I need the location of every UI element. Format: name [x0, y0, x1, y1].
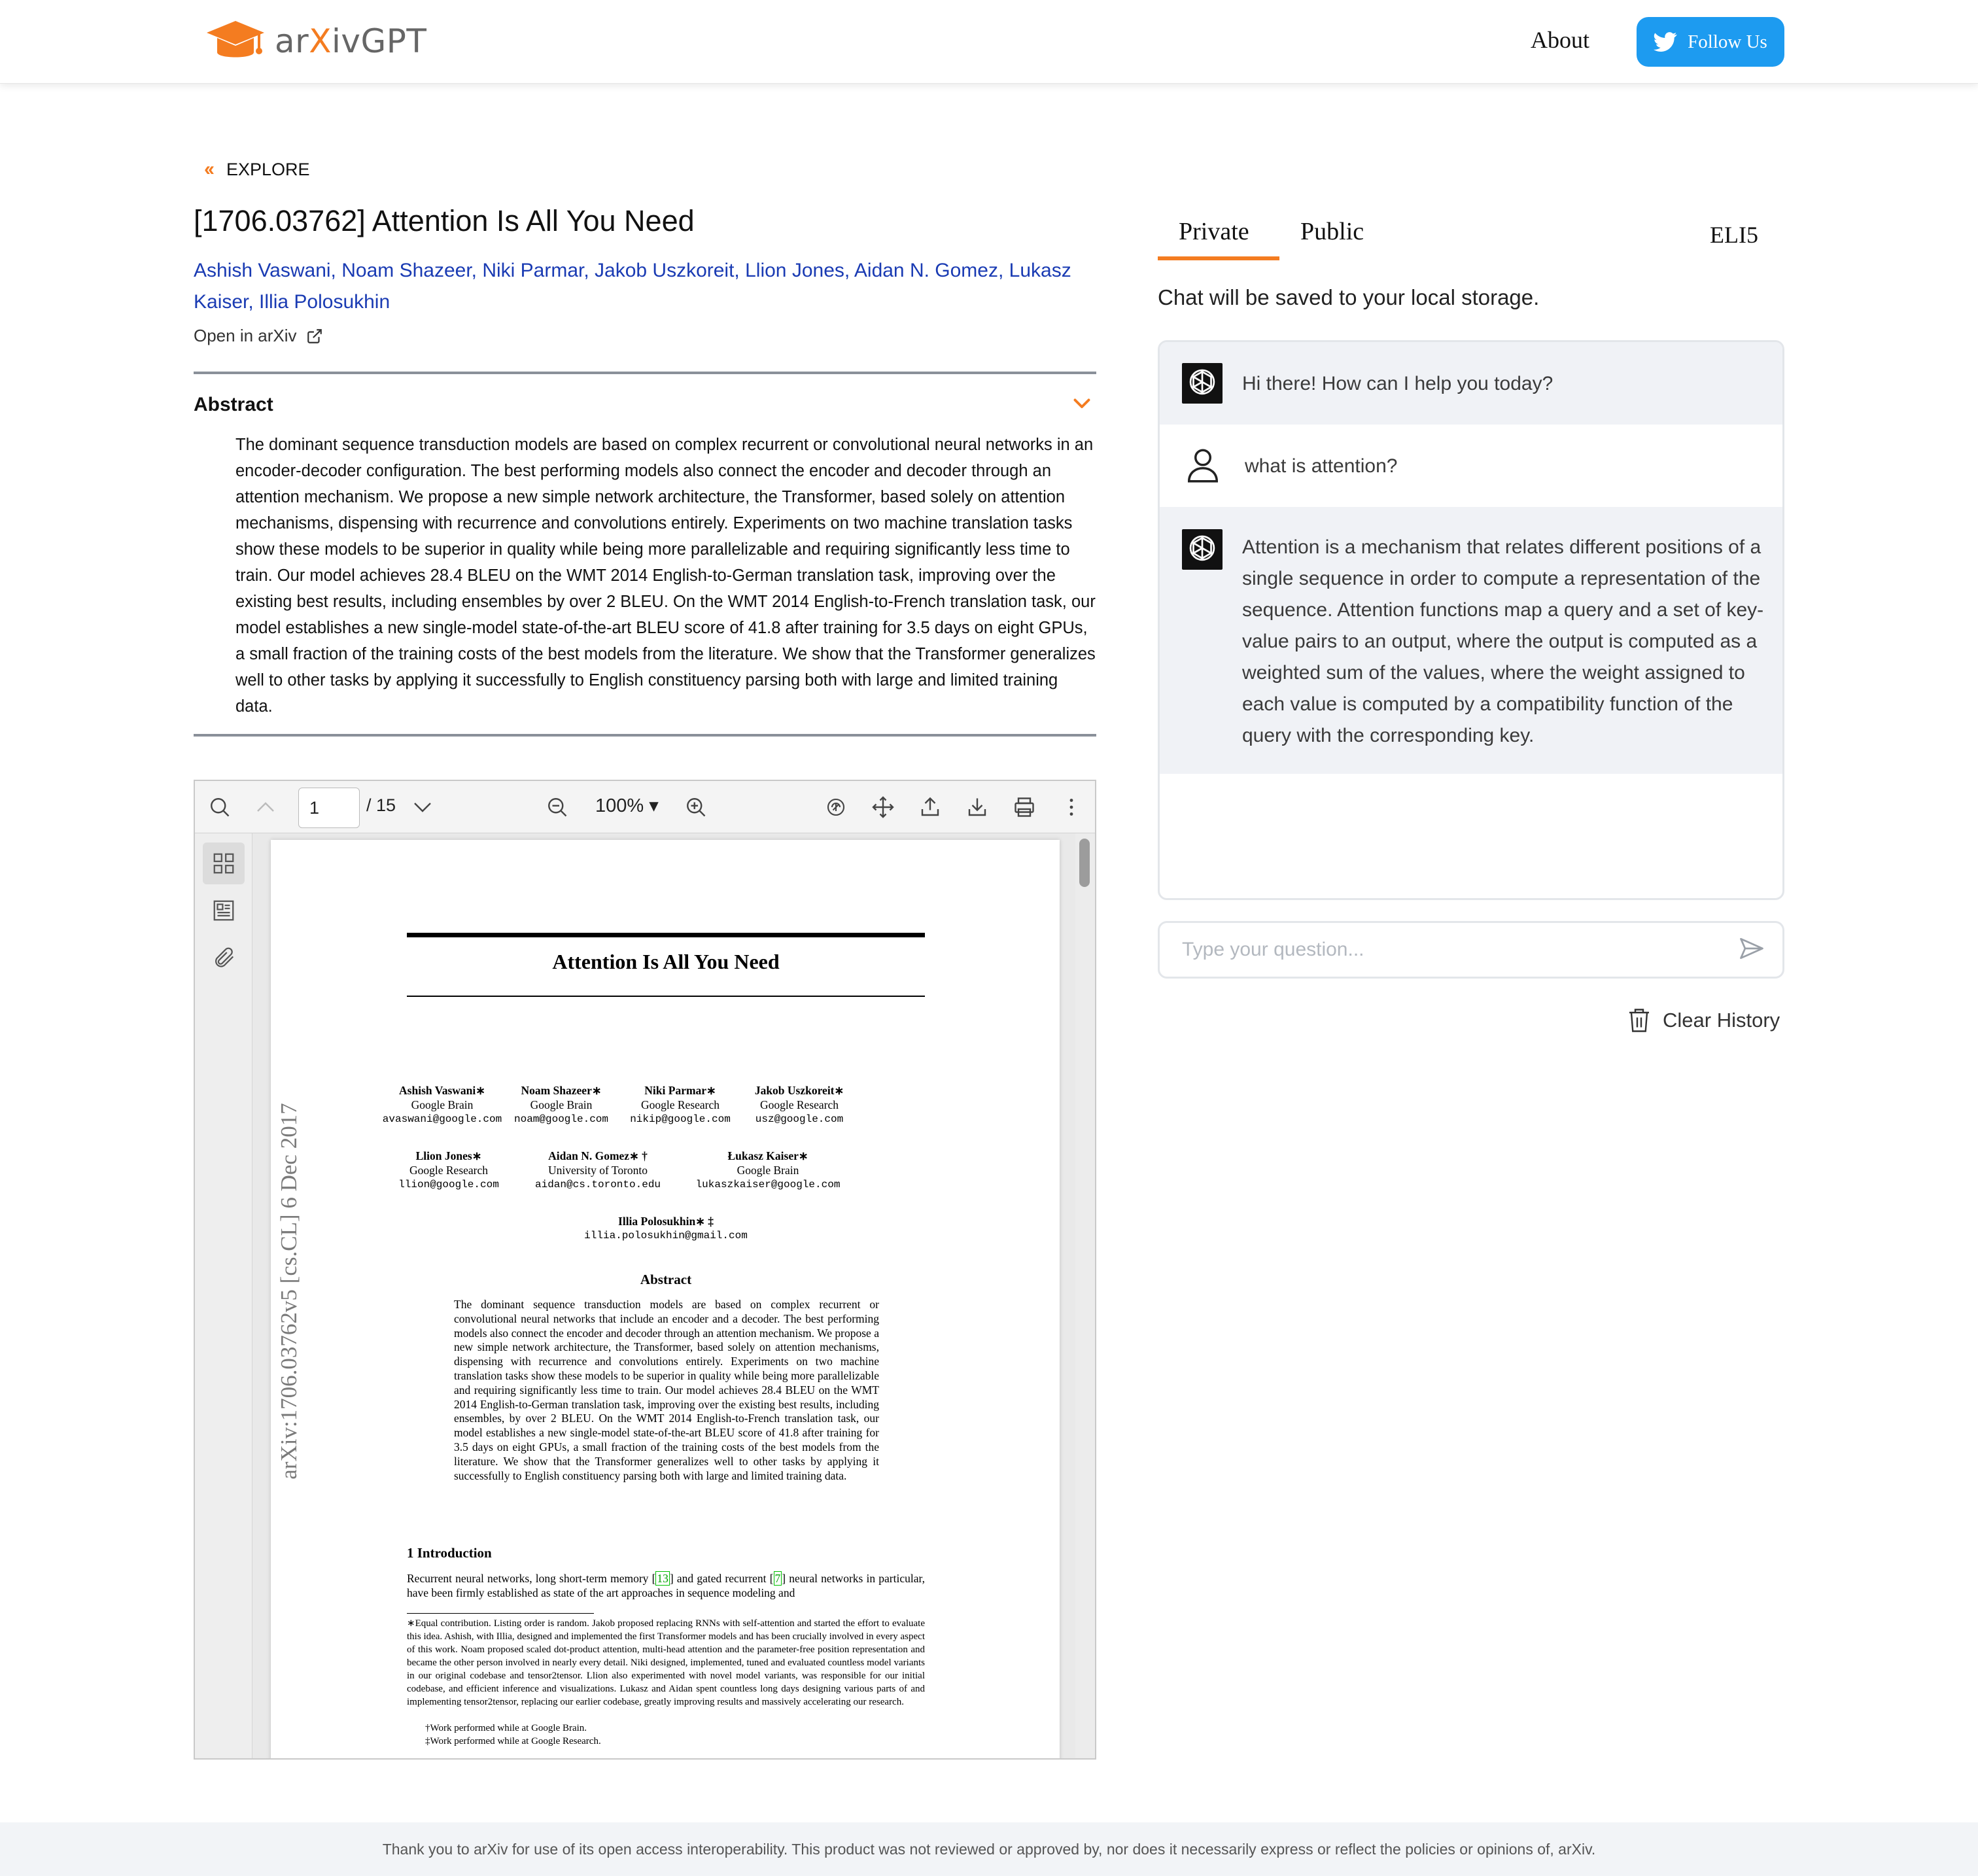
- pdf-author-block: Noam Shazeer∗ Google Brain noam@google.com: [513, 1084, 609, 1125]
- next-page-icon[interactable]: [409, 794, 436, 820]
- divider: [194, 372, 1096, 374]
- storage-note: Chat will be saved to your local storage.: [1158, 285, 1540, 309]
- site-footer: [0, 1822, 1978, 1876]
- open-in-arxiv-link[interactable]: [194, 326, 323, 346]
- question-input[interactable]: [1158, 921, 1784, 979]
- more-options-icon[interactable]: [1058, 794, 1084, 820]
- abstract-text: The dominant sequence transduction models are based on complex recurrent or convolutional neural networks in an encoder-decoder configuration. The best performing models also connect the encoder and decoder through an attention mechanism. We propose a new simple network architecture, the Transformer, based solely on attention mechanisms, dispensing with recurrence and convolutions entirely. Experiments on two machine translation tasks show these models to be superior in quality while being more parallelizable and requiring significantly less time to train. Our model achieves 28.4 BLEU on the WMT 2014 English-to-German translation task, improving over the existing best results, including ensembles by over 2 BLEU. On the WMT 2014 English-to-French translation task, our model establishes a new single-model state-of-the-art BLEU score of 41.8 after training for 3.5 days on eight GPUs, a small fraction of the training costs of the best models from the literature. We show that the Transformer generalizes well to other tasks by applying it successfully to English constituency parsing both with large and limited training data.: [235, 436, 1096, 716]
- pdf-intro-text: Recurrent neural networks, long short-term memory [ 13 ] and gated recurrent [ 7 ] neural networks in particular, have been firmly established as state of the art approaches in sequence modeling and: [407, 1572, 925, 1599]
- abstract-heading: Abstract: [194, 394, 273, 415]
- pdf-author-block: Illia Polosukhin∗ ‡ illia.polosukhin@gmail.com: [584, 1215, 748, 1242]
- zoom-out-icon[interactable]: [544, 794, 570, 820]
- chat-message-text: what is attention?: [1245, 455, 1398, 477]
- clear-history-button[interactable]: [1627, 1007, 1780, 1034]
- user-icon: [1183, 445, 1223, 486]
- pan-move-icon[interactable]: [870, 794, 896, 820]
- trash-icon: [1627, 1007, 1651, 1034]
- pdf-abstract-heading: Abstract: [640, 1272, 692, 1287]
- open-in-arxiv-label: Open in arXiv: [194, 326, 297, 345]
- caret-down-icon: ▾: [649, 795, 659, 816]
- pdf-footnote: ‡Work performed while at Google Research.: [425, 1736, 601, 1746]
- paper-authors[interactable]: Ashish Vaswani, Noam Shazeer, Niki Parmar, Jakob Uszkoreit, Llion Jones, Aidan N. Gomez, Lukasz Kaiser, Illia Polosukhin: [194, 260, 1071, 313]
- send-icon[interactable]: [1737, 934, 1766, 963]
- chat-message-text: Hi there! How can I help you today?: [1242, 373, 1553, 394]
- pdf-author-block: Niki Parmar∗ Google Research nikip@google.com: [630, 1084, 731, 1125]
- chat-message-assistant: [1160, 507, 1782, 774]
- footer-disclaimer: Thank you to arXiv for use of its open access interoperability. This product was not reviewed or approved by, nor does it necessarily express or reflect the policies or opinions of, arXiv.: [382, 1840, 1596, 1858]
- site-header: [0, 0, 1978, 84]
- divider: [194, 734, 1096, 737]
- ai-assistant-icon[interactable]: [823, 794, 849, 820]
- previous-page-icon[interactable]: [252, 794, 279, 820]
- pdf-toolbar: [195, 781, 1095, 833]
- tab-private[interactable]: Private: [1179, 218, 1249, 245]
- graduation-cap-icon: [205, 18, 266, 64]
- thumbnails-button[interactable]: [203, 842, 245, 884]
- page-number-input[interactable]: [298, 788, 360, 828]
- pdf-author-block: Jakob Uszkoreit∗ Google Research usz@google.com: [754, 1084, 844, 1125]
- explore-link[interactable]: [204, 158, 310, 181]
- site-logo-text: arXivGPT: [275, 22, 427, 60]
- pdf-author-block: Ashish Vaswani∗ Google Brain avaswani@google.com: [382, 1084, 502, 1125]
- pdf-viewer: [194, 780, 1096, 1760]
- pdf-footnote: ∗Equal contribution. Listing order is random. Jakob proposed replacing RNNs with self-attention and started the effort to evaluate this idea. Ashish, with Illia, designed and implemented the first Transformer models and has been crucially involved in every aspect of this work. Noam proposed scaled dot-product attention, multi-head attention and the parameter-free position representation and became the other person involved in nearly every detail. Niki designed, implemented, tuned and evaluated countless model variants in our original codebase and tensor2tensor. Llion also experimented with novel model variants, was responsible for our initial codebase, and efficient inference and visualizations. Lukasz and Aidan spent countless long days designing various parts of and implementing tensor2tensor, replacing our earlier codebase, greatly improving results and massively accelerating our research.: [407, 1618, 925, 1707]
- chat-message-user: [1160, 425, 1782, 507]
- chevron-down-icon[interactable]: [1070, 391, 1094, 415]
- paperclip-icon: [211, 945, 236, 970]
- pdf-footnote: †Work performed while at Google Brain.: [425, 1723, 587, 1733]
- grid-icon: [211, 851, 236, 876]
- pdf-author-block: Llion Jones∗ Google Research llion@google.com: [398, 1149, 499, 1190]
- scrollbar[interactable]: [1075, 833, 1095, 1760]
- follow-us-label: Follow Us: [1688, 31, 1767, 52]
- external-link-icon: [306, 328, 323, 345]
- eli5-toggle[interactable]: ELI5: [1710, 222, 1758, 248]
- citation-link[interactable]: 7: [774, 1572, 781, 1585]
- openai-logo-icon: [1182, 529, 1223, 570]
- about-link[interactable]: About: [1531, 27, 1589, 53]
- twitter-icon: [1654, 32, 1677, 52]
- pdf-abstract-text: The dominant sequence transduction models are based on complex recurrent or convolutional neural networks that include an encoder and a decoder. The best performing models also connect the encoder and decoder through an attention mechanism. We propose a new simple network architecture, the Transformer, based solely on attention mechanisms, dispensing with recurrence and convolutions entirely. Experiments on two machine translation tasks show these models to be superior in quality while being more parallelizable and requiring significantly less time to train. Our model achieves 28.4 BLEU on the WMT 2014 English-to-German translation task, improving over the existing best results, including ensembles, by over 2 BLEU. On the WMT 2014 English-to-French translation task, our model establishes a new single-model state-of-the-art BLEU score of 41.8 after training for 3.5 days on eight GPUs, a small fraction of the training costs of the best models from the literature. We show that the Transformer generalizes well to other tasks by applying it successfully to English constituency parsing both with large and limited training data.: [454, 1298, 879, 1482]
- footnote-rule: [407, 1613, 594, 1614]
- pdf-sidebar: [195, 833, 252, 1760]
- arxiv-side-stamp: arXiv:1706.03762v5 [cs.CL] 6 Dec 2017: [276, 1103, 302, 1480]
- pdf-author-block: Łukasz Kaiser∗ Google Brain lukaszkaiser@google.com: [695, 1149, 841, 1190]
- citation-link[interactable]: 13: [657, 1572, 668, 1585]
- double-chevron-left-icon: ‹‹: [204, 158, 212, 180]
- site-logo[interactable]: [205, 18, 426, 64]
- title-rule-bottom: [407, 996, 925, 997]
- chat-message-assistant: [1160, 342, 1782, 425]
- title-rule-top: [407, 933, 925, 937]
- scrollbar-thumb[interactable]: [1079, 839, 1090, 887]
- paper-title: [1706.03762] Attention Is All You Need: [194, 204, 695, 237]
- attachments-button[interactable]: [203, 937, 245, 979]
- pdf-paper-title: Attention Is All You Need: [552, 950, 780, 973]
- chat-history: [1158, 340, 1784, 900]
- active-tab-indicator: [1158, 256, 1279, 260]
- explore-label: EXPLORE: [226, 159, 310, 179]
- pdf-intro-heading: 1 Introduction: [407, 1545, 492, 1561]
- follow-us-button[interactable]: [1637, 17, 1784, 67]
- document-outline-icon: [211, 898, 236, 923]
- page-total: / 15: [366, 795, 396, 815]
- zoom-in-icon[interactable]: [683, 794, 709, 820]
- chat-message-text: Attention is a mechanism that relates different positions of a single sequence in order to compute a representation of the sequence. Attention functions map a query and a set of key-value pairs to an output, where the output is computed as a weighted sum of the values, where the weight assigned to each value is computed by a compatibility function of the query with the corresponding key.: [1242, 536, 1764, 746]
- pdf-page: [271, 840, 1060, 1760]
- zoom-select[interactable]: 100% ▾: [595, 795, 659, 816]
- tab-public[interactable]: Public: [1300, 218, 1364, 245]
- print-icon[interactable]: [1011, 794, 1037, 820]
- download-icon[interactable]: [964, 794, 990, 820]
- clear-history-label: Clear History: [1663, 1009, 1780, 1032]
- upload-icon[interactable]: [917, 794, 943, 820]
- openai-logo-icon: [1182, 363, 1223, 404]
- pdf-author-block: Aidan N. Gomez∗ † University of Toronto aidan@cs.toronto.edu: [534, 1149, 661, 1190]
- outline-button[interactable]: [203, 890, 245, 931]
- search-icon[interactable]: [207, 794, 233, 820]
